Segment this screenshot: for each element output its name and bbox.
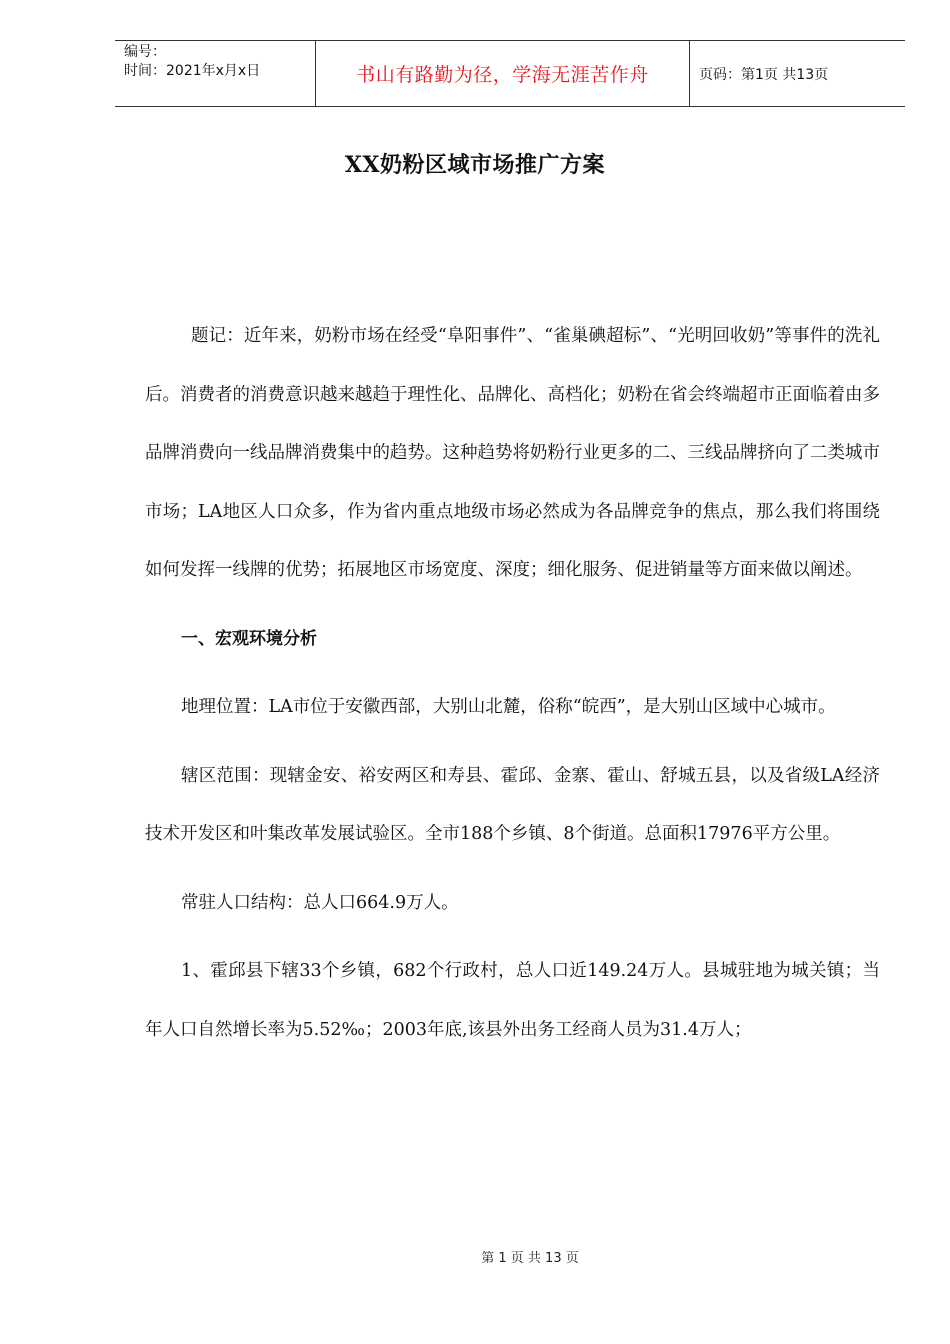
document-title: XX奶粉区域市场推广方案 xyxy=(344,152,606,178)
header-meta xyxy=(115,41,316,106)
population-paragraph: 常驻人口结构：总人口664.9万人。 xyxy=(181,892,459,913)
jurisdiction-paragraph: 辖区范围：现辖金安、裕安两区和寿县、霍邱、金寨、霍山、舒城五县，以及省级LA经济技术开发区和叶集改革发展试验区。全市188个乡镇、8个街道。总面积17976平方公里。 xyxy=(145,765,880,844)
intro-paragraph: 题记：近年来，奶粉市场在经受“阜阳事件”、“雀巢碘超标”、“光明回收奶”等事件的洗礼后。消费者的消费意识越来越趋于理性化、品牌化、高档化；奶粉在省会终端超市正面临着由多品牌消费向一线品牌消费集中的趋势。这种趋势将奶粉行业更多的二、三线品牌挤向了二类城市市场；LA地区人口众多，作为省内重点地级市场必然成为各品牌竞争的焦点，那么我们将围绕如何发挥一线牌的优势；拓展地区市场宽度、深度；细化服务、促进销量等方面来做以阐述。 xyxy=(145,326,880,580)
header-motto: 书山有路勤为径，学海无涯苦作舟 xyxy=(316,41,690,106)
geo-paragraph: 地理位置：LA市位于安徽西部，大别山北麓，俗称“皖西”，是大别山区域中心城市。 xyxy=(181,697,836,717)
item-paragraph: 1、霍邱县下辖33个乡镇，682个行政村，总人口近149.24万人。县城驻地为城关镇；当年人口自然增长率为5.52‰；2003年底,该县外出务工经商人员为31.4万人； xyxy=(145,961,880,1040)
page-footer: 第 1 页 共 13 页 xyxy=(481,1251,579,1266)
header-page-info: 页码：第1页 共13页 xyxy=(699,66,829,83)
section-heading: 一、宏观环境分析 xyxy=(181,628,317,649)
document-body xyxy=(145,307,880,1059)
page-header xyxy=(115,40,905,107)
time-label: 时间：2021年x月x日 xyxy=(124,63,261,79)
number-label: 编号： xyxy=(124,44,166,60)
